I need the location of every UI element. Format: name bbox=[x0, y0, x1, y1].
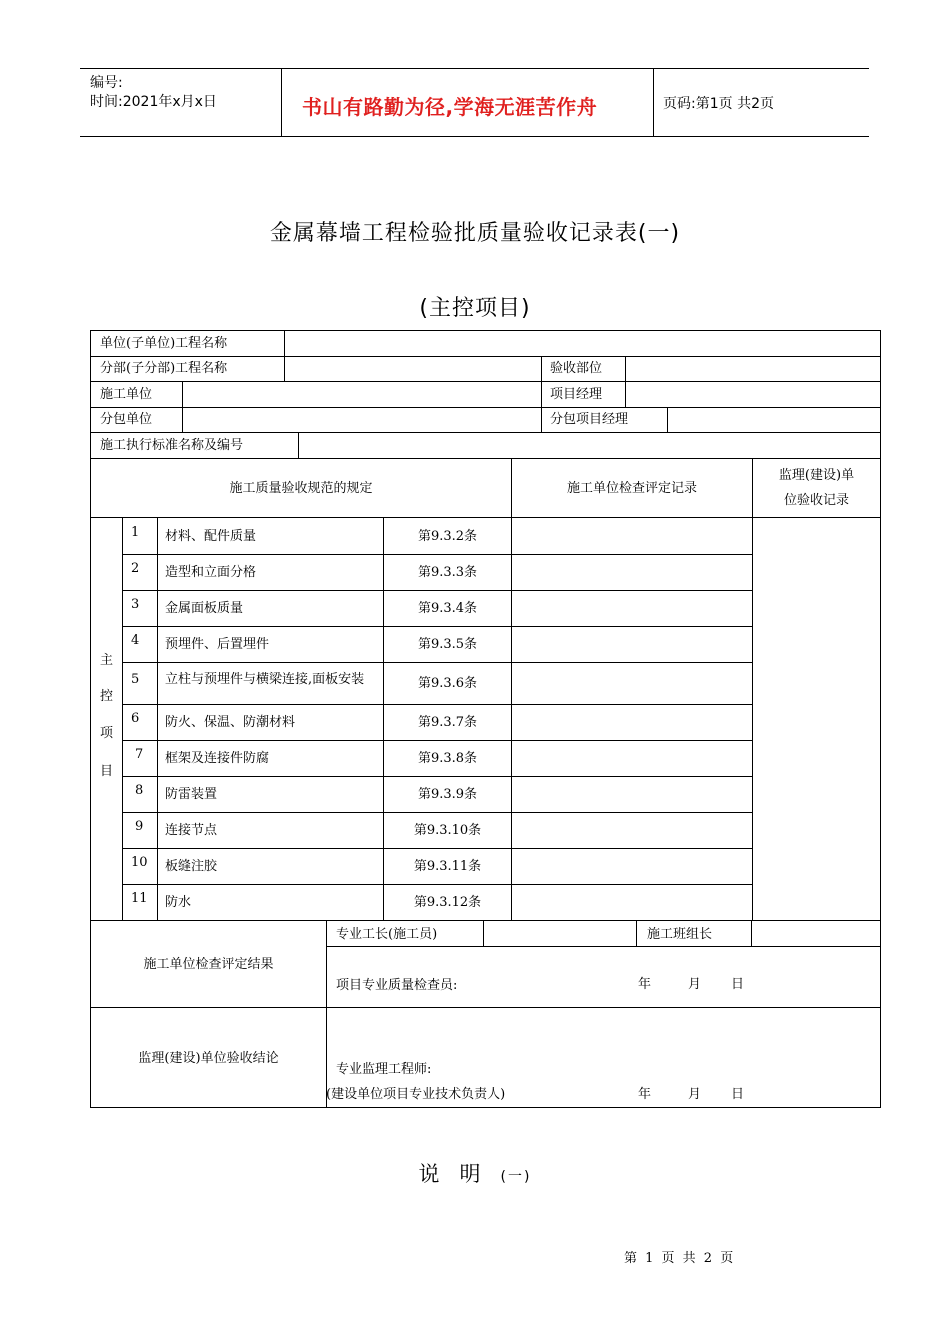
document-subtitle: (主控项目) bbox=[419, 296, 531, 321]
notes-title: 说明 bbox=[418, 1162, 501, 1186]
item-number: 9 bbox=[135, 819, 144, 834]
item-clause: 第9.3.10条 bbox=[413, 823, 482, 838]
table-border bbox=[90, 1107, 881, 1108]
table-border bbox=[90, 330, 881, 331]
item-name: 防火、保温、防潮材料 bbox=[165, 715, 296, 730]
conclusion-label: 监理(建设)单位验收结论 bbox=[138, 1051, 279, 1066]
item-name: 板缝注胶 bbox=[165, 859, 218, 874]
document-header bbox=[80, 68, 869, 137]
item-number: 3 bbox=[131, 597, 140, 612]
number-label: 编号: bbox=[90, 75, 123, 91]
standard-label: 施工执行标准名称及编号 bbox=[100, 438, 244, 453]
item-name: 框架及连接件防腐 bbox=[165, 751, 270, 766]
table-rule bbox=[122, 704, 752, 705]
header-meta-cell bbox=[80, 69, 282, 136]
table-rule bbox=[326, 946, 881, 947]
table-rule bbox=[284, 330, 285, 381]
table-rule bbox=[122, 884, 752, 885]
item-number: 8 bbox=[135, 783, 144, 798]
item-clause: 第9.3.8条 bbox=[417, 751, 478, 766]
table-rule bbox=[541, 356, 542, 432]
construction-unit-label: 施工单位 bbox=[100, 387, 153, 402]
date-month: 月 bbox=[688, 977, 702, 992]
table-rule bbox=[122, 626, 752, 627]
table-rule bbox=[636, 920, 637, 947]
team-leader-label: 施工班组长 bbox=[647, 927, 713, 942]
table-rule bbox=[326, 920, 327, 1108]
table-rule bbox=[157, 517, 158, 921]
date-line: 时间:2021年x月x日 bbox=[90, 94, 217, 110]
notes-title-number: (一) bbox=[500, 1169, 532, 1185]
table-rule bbox=[122, 776, 752, 777]
item-number: 5 bbox=[131, 672, 140, 687]
table-rule bbox=[90, 432, 881, 433]
subcontract-unit-label: 分包单位 bbox=[100, 412, 153, 427]
acceptance-part-label: 验收部位 bbox=[550, 361, 603, 376]
table-rule bbox=[90, 356, 881, 357]
col-header-check: 施工单位检查评定记录 bbox=[566, 481, 697, 496]
owner-tech-label: (建设单位项目专业技术负责人) bbox=[326, 1087, 506, 1102]
col-header-supervision-line1: 监理(建设)单 bbox=[778, 468, 855, 483]
main-control-char: 项 bbox=[99, 726, 113, 741]
item-number: 2 bbox=[131, 561, 140, 576]
unit-project-label: 单位(子单位)工程名称 bbox=[100, 336, 228, 351]
table-rule bbox=[751, 920, 752, 947]
main-control-char: 控 bbox=[99, 689, 113, 704]
result-label: 施工单位检查评定结果 bbox=[143, 957, 274, 972]
notes-heading bbox=[0, 1158, 950, 1188]
project-manager-label: 项目经理 bbox=[550, 387, 603, 402]
table-border bbox=[880, 330, 881, 1108]
item-number: 11 bbox=[131, 891, 148, 906]
col-header-spec: 施工质量验收规范的规定 bbox=[229, 481, 373, 496]
item-number: 7 bbox=[135, 747, 144, 762]
item-number: 10 bbox=[131, 855, 148, 870]
table-rule bbox=[182, 381, 183, 432]
item-clause: 第9.3.9条 bbox=[417, 787, 478, 802]
table-rule bbox=[90, 517, 881, 518]
item-clause: 第9.3.4条 bbox=[417, 601, 478, 616]
sub-project-label: 分部(子分部)工程名称 bbox=[100, 361, 228, 376]
item-name: 材料、配件质量 bbox=[165, 529, 257, 544]
item-clause: 第9.3.3条 bbox=[417, 565, 478, 580]
table-rule bbox=[90, 458, 881, 459]
header-slogan-cell bbox=[282, 69, 654, 136]
page-footer: 第 1 页 共 2 页 bbox=[624, 1251, 736, 1266]
table-rule bbox=[90, 381, 881, 382]
item-name: 金属面板质量 bbox=[165, 601, 244, 616]
table-rule bbox=[122, 740, 752, 741]
inspector-label: 项目专业质量检查员: bbox=[336, 978, 458, 993]
item-clause: 第9.3.12条 bbox=[413, 895, 482, 910]
table-rule bbox=[90, 1007, 881, 1008]
date-year: 年 bbox=[638, 977, 652, 992]
main-control-char: 目 bbox=[99, 764, 113, 779]
item-clause: 第9.3.2条 bbox=[417, 529, 478, 544]
page-info: 页码:第1页 共2页 bbox=[663, 96, 774, 112]
table-rule bbox=[122, 554, 752, 555]
table-rule bbox=[90, 920, 881, 921]
date-day: 日 bbox=[731, 1087, 745, 1102]
slogan: 书山有路勤为径,学海无涯苦作舟 bbox=[302, 95, 598, 119]
table-rule bbox=[122, 812, 752, 813]
table-rule bbox=[625, 356, 626, 407]
table-rule bbox=[667, 407, 668, 432]
date-day: 日 bbox=[731, 977, 745, 992]
foreman-label: 专业工长(施工员) bbox=[336, 927, 438, 942]
item-name: 连接节点 bbox=[165, 823, 218, 838]
item-clause: 第9.3.5条 bbox=[417, 637, 478, 652]
table-rule bbox=[511, 458, 512, 921]
col-header-supervision-line2: 位验收记录 bbox=[783, 493, 849, 508]
table-rule bbox=[298, 432, 299, 458]
item-clause: 第9.3.6条 bbox=[417, 676, 478, 691]
table-border bbox=[90, 330, 91, 1108]
table-rule bbox=[483, 920, 484, 947]
item-name: 防雷装置 bbox=[165, 787, 218, 802]
date-month: 月 bbox=[688, 1087, 702, 1102]
subcontract-manager-label: 分包项目经理 bbox=[550, 412, 629, 427]
item-name: 立柱与预埋件与横梁连接,面板安装 bbox=[165, 672, 365, 687]
table-rule bbox=[122, 848, 752, 849]
item-name: 预埋件、后置埋件 bbox=[165, 637, 270, 652]
engineer-label: 专业监理工程师: bbox=[336, 1062, 432, 1077]
item-name: 造型和立面分格 bbox=[165, 565, 257, 580]
item-name: 防水 bbox=[165, 895, 192, 910]
table-rule bbox=[752, 458, 753, 921]
document-title: 金属幕墙工程检验批质量验收记录表(一) bbox=[269, 221, 681, 246]
table-rule bbox=[90, 407, 881, 408]
item-clause: 第9.3.7条 bbox=[417, 715, 478, 730]
table-rule bbox=[122, 662, 752, 663]
item-number: 4 bbox=[131, 633, 140, 648]
main-control-char: 主 bbox=[99, 653, 113, 668]
table-rule bbox=[122, 517, 123, 921]
date-year: 年 bbox=[638, 1087, 652, 1102]
item-number: 6 bbox=[131, 711, 140, 726]
item-number: 1 bbox=[131, 525, 140, 540]
item-clause: 第9.3.11条 bbox=[413, 859, 482, 874]
table-rule bbox=[122, 590, 752, 591]
